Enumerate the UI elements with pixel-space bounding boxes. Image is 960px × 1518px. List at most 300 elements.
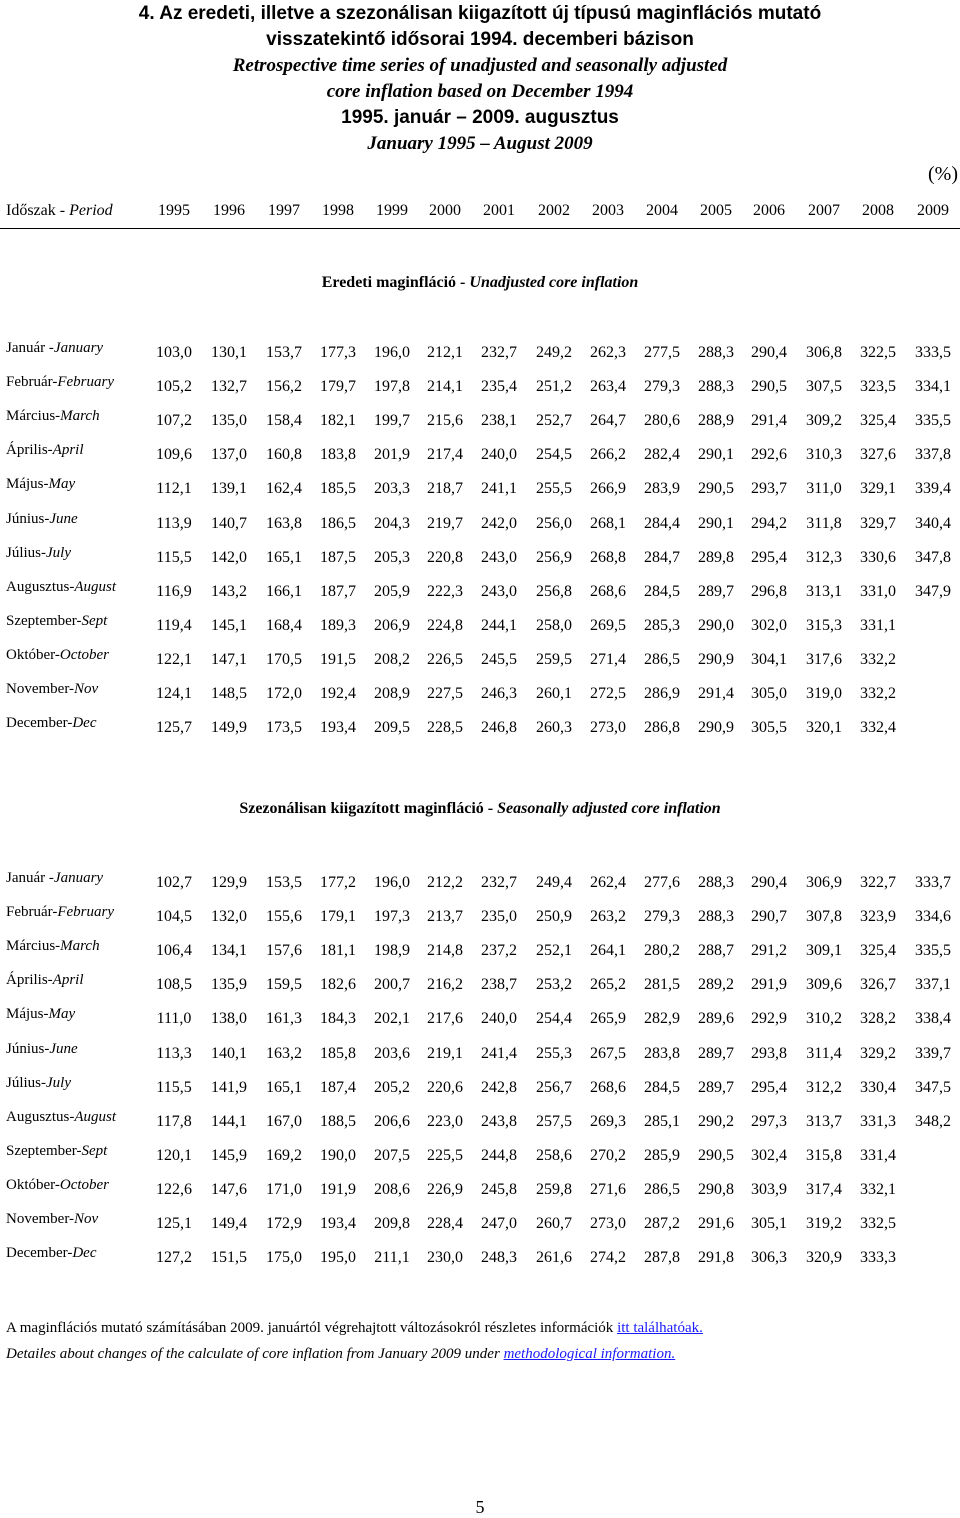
table-cell: 289,2	[698, 976, 734, 993]
table-cell: 330,4	[860, 1079, 896, 1096]
section-title-en: Seasonally adjusted core inflation	[497, 800, 721, 817]
month-label	[6, 442, 84, 459]
table-cell: 310,3	[806, 446, 842, 463]
table-cell: 302,4	[751, 1147, 787, 1164]
month-label-hu: Október-	[6, 1177, 60, 1193]
title-line-1: 4. Az eredeti, illetve a szezonálisan kiigazított új típusú maginflációs mutató	[138, 3, 822, 24]
table-cell: 283,9	[644, 480, 680, 497]
table-cell: 322,5	[860, 344, 896, 361]
table-cell: 272,5	[590, 685, 626, 702]
month-label-en: June	[49, 1041, 78, 1057]
table-cell: 319,2	[806, 1215, 842, 1232]
month-label-hu: Szeptember-	[6, 1143, 82, 1159]
table-cell: 181,1	[320, 942, 356, 959]
table-cell: 254,4	[536, 1010, 572, 1027]
table-cell: 290,9	[698, 719, 734, 736]
table-cell: 219,1	[427, 1045, 463, 1062]
period-label-en: Period	[69, 202, 113, 219]
month-label	[6, 408, 100, 425]
table-row	[0, 1109, 960, 1133]
table-cell: 313,1	[806, 583, 842, 600]
table-cell: 288,7	[698, 942, 734, 959]
table-cell: 264,7	[590, 412, 626, 429]
month-label-hu: Május-	[6, 476, 49, 492]
table-cell: 153,5	[266, 874, 302, 891]
table-cell: 291,8	[698, 1249, 734, 1266]
table-cell: 348,2	[915, 1113, 951, 1130]
month-label-hu: Február-	[6, 374, 58, 390]
table-cell: 282,9	[644, 1010, 680, 1027]
period-label-hu: Időszak -	[6, 202, 70, 219]
table-cell: 339,7	[915, 1045, 951, 1062]
table-cell: 311,4	[806, 1045, 842, 1062]
table-cell: 196,0	[374, 874, 410, 891]
month-label-hu: Április-	[6, 442, 53, 458]
month-label-en: Sept	[81, 613, 108, 629]
table-cell: 170,5	[266, 651, 302, 668]
month-label	[6, 1177, 109, 1194]
table-cell: 124,1	[156, 685, 192, 702]
note-en	[6, 1346, 675, 1363]
table-cell: 163,8	[266, 515, 302, 532]
table-cell: 319,0	[806, 685, 842, 702]
table-cell: 268,1	[590, 515, 626, 532]
table-cell: 332,5	[860, 1215, 896, 1232]
table-cell: 243,0	[481, 583, 517, 600]
table-cell: 271,6	[590, 1181, 626, 1198]
month-label-en: July	[46, 545, 71, 561]
year-header: 2000	[429, 202, 461, 219]
table-cell: 213,7	[427, 908, 463, 925]
table-cell: 244,8	[481, 1147, 517, 1164]
table-cell: 184,3	[320, 1010, 356, 1027]
table-cell: 225,5	[427, 1147, 463, 1164]
table-cell: 214,1	[427, 378, 463, 395]
note-en-text: Detailes about changes of the calculate of core inflation from January 2009 under	[6, 1346, 504, 1362]
table-cell: 205,2	[374, 1079, 410, 1096]
month-label-hu: Október-	[6, 647, 60, 663]
table-cell: 329,2	[860, 1045, 896, 1062]
table-cell: 291,4	[698, 685, 734, 702]
table-cell: 323,5	[860, 378, 896, 395]
month-label	[6, 938, 100, 955]
table-cell: 269,3	[590, 1113, 626, 1130]
table-cell: 243,8	[481, 1113, 517, 1130]
table-cell: 208,6	[374, 1181, 410, 1198]
table-cell: 287,8	[644, 1249, 680, 1266]
table-cell: 329,7	[860, 515, 896, 532]
title-line-5: 1995. január – 2009. augusztus	[341, 107, 619, 128]
table-cell: 185,8	[320, 1045, 356, 1062]
table-cell: 305,5	[751, 719, 787, 736]
table-cell: 286,8	[644, 719, 680, 736]
table-cell: 266,9	[590, 480, 626, 497]
table-cell: 263,4	[590, 378, 626, 395]
table-cell: 277,6	[644, 874, 680, 891]
table-cell: 165,1	[266, 549, 302, 566]
table-cell: 334,6	[915, 908, 951, 925]
table-cell: 135,0	[211, 412, 247, 429]
table-row	[0, 374, 960, 398]
table-cell: 335,5	[915, 412, 951, 429]
table-cell: 289,8	[698, 549, 734, 566]
table-cell: 262,3	[590, 344, 626, 361]
title-line-3: Retrospective time series of unadjusted and seasonally adjusted	[232, 55, 728, 76]
table-cell: 331,0	[860, 583, 896, 600]
table-cell: 317,6	[806, 651, 842, 668]
table-cell: 279,3	[644, 378, 680, 395]
table-cell: 286,5	[644, 1181, 680, 1198]
table-cell: 280,2	[644, 942, 680, 959]
table-cell: 290,1	[698, 515, 734, 532]
table-cell: 141,9	[211, 1079, 247, 1096]
month-label-en: March	[60, 938, 100, 954]
month-label	[6, 1041, 78, 1058]
table-cell: 245,8	[481, 1181, 517, 1198]
month-label-hu: Január -	[6, 340, 54, 356]
table-cell: 337,8	[915, 446, 951, 463]
month-label	[6, 511, 78, 528]
month-label-hu: Március-	[6, 408, 61, 424]
table-cell: 260,1	[536, 685, 572, 702]
table-cell: 264,1	[590, 942, 626, 959]
table-cell: 267,5	[590, 1045, 626, 1062]
table-cell: 347,5	[915, 1079, 951, 1096]
month-label-en: Nov	[74, 1211, 99, 1227]
table-cell: 144,1	[211, 1113, 247, 1130]
table-cell: 190,0	[320, 1147, 356, 1164]
table-cell: 284,4	[644, 515, 680, 532]
month-label-en: Nov	[74, 681, 99, 697]
table-cell: 242,8	[481, 1079, 517, 1096]
table-cell: 134,1	[211, 942, 247, 959]
table-cell: 249,4	[536, 874, 572, 891]
table-cell: 106,4	[156, 942, 192, 959]
table-cell: 290,5	[751, 378, 787, 395]
section-title	[0, 274, 960, 292]
table-cell: 259,5	[536, 651, 572, 668]
month-label-en: May	[48, 476, 76, 492]
table-cell: 193,4	[320, 719, 356, 736]
title-line-4: core inflation based on December 1994	[326, 81, 634, 102]
table-cell: 220,8	[427, 549, 463, 566]
table-cell: 334,1	[915, 378, 951, 395]
table-cell: 223,0	[427, 1113, 463, 1130]
table-cell: 289,7	[698, 1045, 734, 1062]
table-cell: 296,8	[751, 583, 787, 600]
table-cell: 288,9	[698, 412, 734, 429]
note-en-link[interactable]: methodological information.	[503, 1346, 676, 1362]
table-row	[0, 647, 960, 671]
table-cell: 310,2	[806, 1010, 842, 1027]
section-title-en: Unadjusted core inflation	[469, 274, 639, 291]
table-cell: 290,4	[751, 874, 787, 891]
table-cell: 127,2	[156, 1249, 192, 1266]
table-cell: 105,2	[156, 378, 192, 395]
table-row	[0, 340, 960, 364]
table-cell: 286,9	[644, 685, 680, 702]
table-cell: 289,7	[698, 1079, 734, 1096]
month-label	[6, 340, 103, 357]
table-cell: 271,4	[590, 651, 626, 668]
table-cell: 151,5	[211, 1249, 247, 1266]
month-label-en: February	[57, 904, 114, 920]
note-hu	[6, 1320, 703, 1337]
month-label	[6, 647, 109, 664]
table-cell: 241,4	[481, 1045, 517, 1062]
month-label	[6, 545, 71, 562]
table-cell: 200,7	[374, 976, 410, 993]
table-cell: 115,5	[156, 549, 192, 566]
month-label	[6, 1075, 71, 1092]
table-cell: 216,2	[427, 976, 463, 993]
table-cell: 237,2	[481, 942, 517, 959]
table-cell: 277,5	[644, 344, 680, 361]
table-cell: 251,2	[536, 378, 572, 395]
table-cell: 129,9	[211, 874, 247, 891]
table-cell: 160,8	[266, 446, 302, 463]
table-cell: 116,9	[156, 583, 192, 600]
table-cell: 332,2	[860, 685, 896, 702]
table-cell: 290,4	[751, 344, 787, 361]
table-cell: 338,4	[915, 1010, 951, 1027]
table-cell: 246,3	[481, 685, 517, 702]
unit-label: (%)	[928, 163, 958, 185]
table-cell: 108,5	[156, 976, 192, 993]
table-cell: 226,5	[427, 651, 463, 668]
table-cell: 292,9	[751, 1010, 787, 1027]
table-cell: 227,5	[427, 685, 463, 702]
table-cell: 268,6	[590, 1079, 626, 1096]
table-cell: 333,7	[915, 874, 951, 891]
table-cell: 282,4	[644, 446, 680, 463]
table-cell: 235,4	[481, 378, 517, 395]
table-cell: 172,0	[266, 685, 302, 702]
table-row	[0, 715, 960, 739]
table-cell: 182,6	[320, 976, 356, 993]
table-cell: 327,6	[860, 446, 896, 463]
month-label	[6, 374, 114, 391]
table-cell: 113,9	[156, 515, 192, 532]
table-cell: 247,0	[481, 1215, 517, 1232]
table-cell: 326,7	[860, 976, 896, 993]
table-cell: 188,5	[320, 1113, 356, 1130]
table-cell: 209,5	[374, 719, 410, 736]
table-cell: 130,1	[211, 344, 247, 361]
table-cell: 203,3	[374, 480, 410, 497]
table-cell: 125,7	[156, 719, 192, 736]
month-label-hu: November-	[6, 681, 75, 697]
table-cell: 195,0	[320, 1249, 356, 1266]
table-cell: 183,8	[320, 446, 356, 463]
table-cell: 307,5	[806, 378, 842, 395]
table-cell: 248,3	[481, 1249, 517, 1266]
table-cell: 185,5	[320, 480, 356, 497]
table-cell: 255,5	[536, 480, 572, 497]
table-cell: 295,4	[751, 1079, 787, 1096]
table-cell: 290,5	[698, 1147, 734, 1164]
month-label	[6, 681, 98, 698]
table-cell: 306,8	[806, 344, 842, 361]
month-label-en: March	[60, 408, 100, 424]
table-cell: 285,3	[644, 617, 680, 634]
table-cell: 220,6	[427, 1079, 463, 1096]
table-cell: 212,1	[427, 344, 463, 361]
table-cell: 259,8	[536, 1181, 572, 1198]
table-cell: 204,3	[374, 515, 410, 532]
table-cell: 171,0	[266, 1181, 302, 1198]
table-cell: 132,0	[211, 908, 247, 925]
table-cell: 193,4	[320, 1215, 356, 1232]
table-cell: 162,4	[266, 480, 302, 497]
month-label-en: April	[52, 972, 84, 988]
year-header: 2007	[808, 202, 840, 219]
month-label-en: February	[57, 374, 114, 390]
table-cell: 281,5	[644, 976, 680, 993]
table-cell: 153,7	[266, 344, 302, 361]
table-cell: 285,9	[644, 1147, 680, 1164]
table-row	[0, 545, 960, 569]
month-label-hu: December-	[6, 715, 73, 731]
table-cell: 290,7	[751, 908, 787, 925]
year-header: 2008	[862, 202, 894, 219]
table-cell: 320,9	[806, 1249, 842, 1266]
table-cell: 295,4	[751, 549, 787, 566]
table-cell: 265,2	[590, 976, 626, 993]
table-cell: 294,2	[751, 515, 787, 532]
table-cell: 288,3	[698, 908, 734, 925]
table-cell: 329,1	[860, 480, 896, 497]
month-label	[6, 1143, 107, 1160]
table-cell: 266,2	[590, 446, 626, 463]
table-row	[0, 511, 960, 535]
table-row	[0, 408, 960, 432]
table-cell: 262,4	[590, 874, 626, 891]
month-label-en: August	[74, 1109, 116, 1125]
month-label	[6, 1109, 116, 1126]
table-cell: 268,6	[590, 583, 626, 600]
table-cell: 290,2	[698, 1113, 734, 1130]
table-cell: 238,1	[481, 412, 517, 429]
table-cell: 289,6	[698, 1010, 734, 1027]
year-header: 1996	[213, 202, 245, 219]
year-header: 2004	[646, 202, 678, 219]
table-cell: 286,5	[644, 651, 680, 668]
table-cell: 143,2	[211, 583, 247, 600]
table-cell: 208,2	[374, 651, 410, 668]
month-label	[6, 870, 103, 887]
table-cell: 260,7	[536, 1215, 572, 1232]
table-cell: 330,6	[860, 549, 896, 566]
table-row	[0, 442, 960, 466]
table-cell: 252,1	[536, 942, 572, 959]
table-cell: 284,5	[644, 1079, 680, 1096]
table-cell: 246,8	[481, 719, 517, 736]
table-cell: 177,2	[320, 874, 356, 891]
table-cell: 303,9	[751, 1181, 787, 1198]
table-cell: 242,0	[481, 515, 517, 532]
table-cell: 297,3	[751, 1113, 787, 1130]
table-cell: 209,8	[374, 1215, 410, 1232]
table-cell: 145,1	[211, 617, 247, 634]
table-cell: 120,1	[156, 1147, 192, 1164]
table-cell: 291,2	[751, 942, 787, 959]
month-label-hu: Július-	[6, 545, 47, 561]
table-cell: 158,4	[266, 412, 302, 429]
note-hu-link[interactable]: itt találhatóak.	[617, 1320, 703, 1336]
table-cell: 222,3	[427, 583, 463, 600]
month-label-hu: November-	[6, 1211, 75, 1227]
year-header: 1997	[268, 202, 300, 219]
table-cell: 165,1	[266, 1079, 302, 1096]
table-cell: 173,5	[266, 719, 302, 736]
table-row	[0, 1041, 960, 1065]
table-cell: 302,0	[751, 617, 787, 634]
month-label	[6, 904, 114, 921]
table-cell: 102,7	[156, 874, 192, 891]
table-cell: 218,7	[427, 480, 463, 497]
table-cell: 202,1	[374, 1010, 410, 1027]
table-cell: 122,6	[156, 1181, 192, 1198]
table-cell: 256,7	[536, 1079, 572, 1096]
table-cell: 192,4	[320, 685, 356, 702]
table-cell: 107,2	[156, 412, 192, 429]
table-cell: 168,4	[266, 617, 302, 634]
table-cell: 284,5	[644, 583, 680, 600]
table-row	[0, 579, 960, 603]
section-title	[0, 800, 960, 818]
table-cell: 258,0	[536, 617, 572, 634]
table-cell: 331,4	[860, 1147, 896, 1164]
month-label-hu: Április-	[6, 972, 53, 988]
month-label-en: April	[52, 442, 84, 458]
table-cell: 159,5	[266, 976, 302, 993]
table-row	[0, 613, 960, 637]
header-row	[0, 196, 960, 229]
table-cell: 315,8	[806, 1147, 842, 1164]
table-cell: 261,6	[536, 1249, 572, 1266]
table-cell: 340,4	[915, 515, 951, 532]
year-header: 1998	[322, 202, 354, 219]
table-cell: 312,2	[806, 1079, 842, 1096]
table-cell: 333,5	[915, 344, 951, 361]
month-label-en: January	[53, 340, 104, 356]
table-cell: 104,5	[156, 908, 192, 925]
table-cell: 284,7	[644, 549, 680, 566]
table-cell: 142,0	[211, 549, 247, 566]
month-label-en: Dec	[72, 1245, 97, 1261]
table-cell: 156,2	[266, 378, 302, 395]
year-header: 2001	[483, 202, 515, 219]
table-cell: 189,3	[320, 617, 356, 634]
table-cell: 279,3	[644, 908, 680, 925]
table-row	[0, 1211, 960, 1235]
table-row	[0, 972, 960, 996]
month-label-en: August	[74, 579, 116, 595]
table-cell: 313,7	[806, 1113, 842, 1130]
table-cell: 198,9	[374, 942, 410, 959]
month-label-hu: Június-	[6, 511, 50, 527]
table-row	[0, 1143, 960, 1167]
month-label-en: Sept	[81, 1143, 108, 1159]
table-cell: 149,4	[211, 1215, 247, 1232]
table-cell: 339,4	[915, 480, 951, 497]
table-cell: 331,3	[860, 1113, 896, 1130]
table-cell: 270,2	[590, 1147, 626, 1164]
table-cell: 332,2	[860, 651, 896, 668]
table-cell: 138,0	[211, 1010, 247, 1027]
month-label-hu: December-	[6, 1245, 73, 1261]
